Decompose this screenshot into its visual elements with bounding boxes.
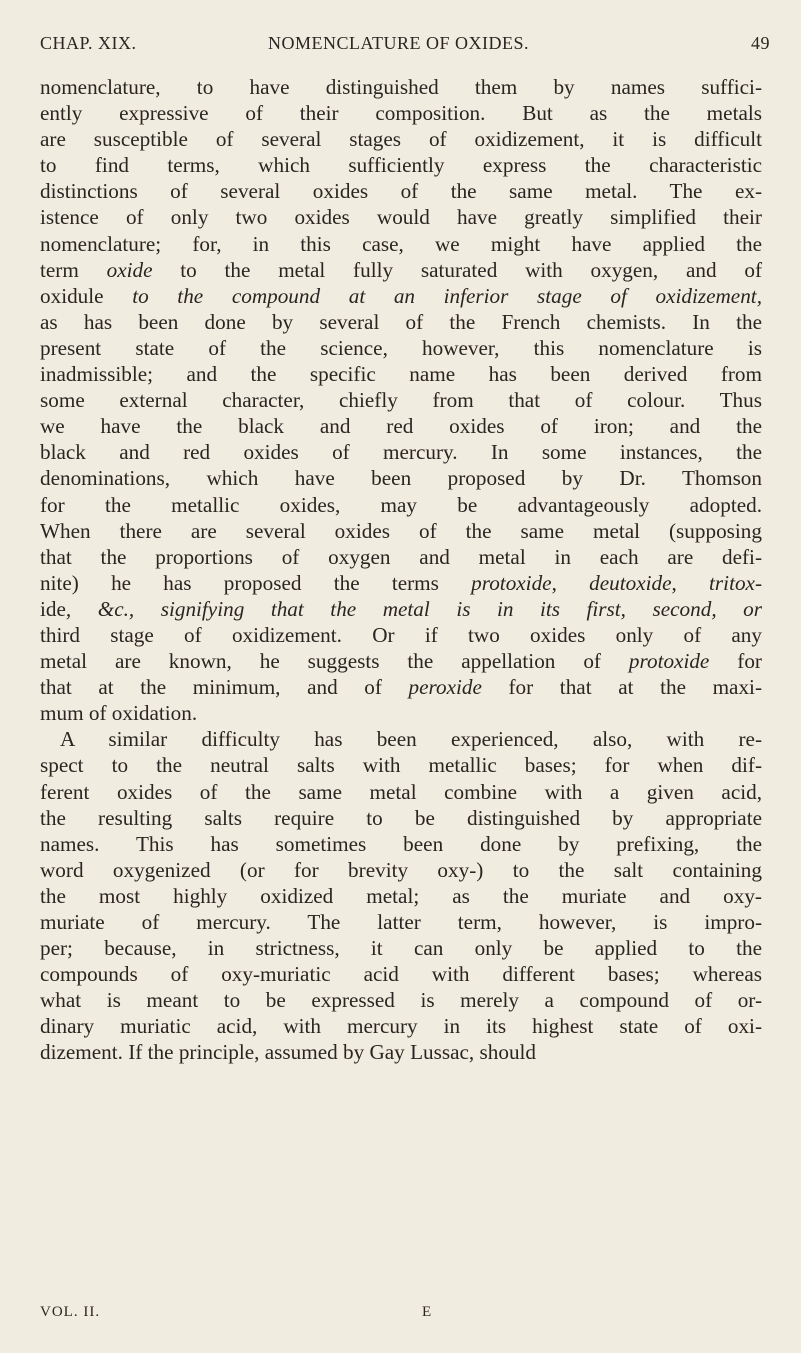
text-line: [40, 648, 762, 674]
text-line: [40, 387, 762, 413]
text-run: ,: [671, 570, 710, 595]
text-line: [40, 570, 762, 596]
text-line: [40, 857, 762, 883]
text-run: oxidule: [40, 283, 104, 308]
running-title: NOMENCLATURE OF OXIDES.: [268, 33, 530, 53]
text-run: for that at the maxi-: [481, 675, 763, 700]
volume-label: VOL. II.: [40, 1304, 101, 1320]
italic-term: peroxide: [408, 675, 482, 700]
text-run: dinary muriatic acid, with mercury in its highest state of oxi-: [40, 1014, 762, 1039]
text-line: [40, 805, 762, 831]
text-run: the resulting salts require to be distinguished by appropriate: [40, 805, 762, 830]
text-line: [40, 231, 762, 257]
text-line: [40, 909, 762, 935]
text-line: [40, 361, 762, 387]
text-line: [40, 204, 762, 230]
text-run: ferent oxides of the same metal combine with a given acid,: [40, 779, 762, 804]
text-run: nomenclature, to have distinguished them by names suffici-: [40, 75, 762, 99]
text-line: [40, 1039, 762, 1065]
text-run: muriate of mercury. The latter term, however, is impro-: [40, 910, 762, 934]
text-line: [40, 74, 762, 100]
text-line: [40, 492, 762, 518]
text-line: [40, 335, 762, 361]
text-run: A similar difficulty has been experienced, also, with re-: [60, 727, 762, 752]
paragraph-oxide-nomenclature: [40, 74, 762, 726]
text-run: third stage of oxidizement. Or if two oxides only of any: [40, 622, 762, 647]
italic-term: protoxide: [628, 649, 710, 674]
text-run: that at the minimum, and of: [40, 675, 409, 700]
text-run: to find terms, which sufficiently express the characteristic: [40, 153, 762, 178]
text-line: [40, 518, 762, 544]
text-line: [40, 309, 762, 335]
text-run: the most highly oxidized metal; as the muriate and oxy-: [40, 883, 762, 908]
text-line: [40, 596, 762, 622]
text-run: names. This has sometimes been done by prefixing, the: [40, 831, 762, 856]
text-run: dizement. If the principle, assumed by Gay Lussac, should: [40, 1040, 537, 1065]
text-line: [40, 257, 762, 283]
text-run: nite) he has proposed the terms: [40, 570, 472, 595]
italic-term: to the compound at an inferior stage of oxidizement,: [103, 283, 762, 308]
page-number: 49: [751, 33, 770, 53]
text-run: compounds of oxy-muriatic acid with different bases; whereas: [40, 962, 762, 987]
text-run: ently expressive of their composition. But as the metals: [40, 101, 762, 126]
text-run: for: [709, 649, 762, 674]
text-run: as has been done by several of the French chemists. In the: [40, 309, 762, 334]
text-run: word oxygenized (or for brevity oxy-) to the salt containing: [40, 857, 762, 882]
text-line: [40, 831, 762, 857]
text-run: ,: [551, 570, 590, 595]
text-run: to the metal fully saturated with oxygen, and of: [152, 257, 762, 282]
text-line: [40, 961, 762, 987]
text-line: [40, 726, 762, 752]
text-line: [40, 439, 762, 465]
italic-term: deutoxide: [589, 570, 672, 595]
italic-term: oxide: [106, 257, 153, 282]
italic-term: , &c., signifying that the metal is in its first, second, or: [65, 596, 762, 621]
text-line: [40, 126, 762, 152]
text-run: term: [40, 257, 107, 282]
text-run: ide: [40, 596, 66, 621]
text-line: [40, 544, 762, 570]
running-header: [40, 33, 770, 63]
text-run: present state of the science, however, this nomenclature is: [40, 335, 762, 360]
page-footer: [40, 1304, 762, 1328]
text-line: [40, 779, 762, 805]
text-run: When there are several oxides of the same metal (supposing: [40, 518, 762, 543]
text-run: mum of oxidation.: [40, 701, 198, 726]
text-line: [40, 674, 762, 700]
text-run: what is meant to be expressed is merely a compound of or-: [40, 988, 762, 1013]
text-run: we have the black and red oxides of iron; and the: [40, 414, 762, 439]
text-run: denominations, which have been proposed by Dr. Thomson: [40, 466, 762, 491]
text-line: [40, 700, 762, 726]
text-run: inadmissible; and the specific name has been derived from: [40, 362, 762, 387]
italic-term: protoxide: [471, 570, 552, 595]
signature-mark: E: [422, 1304, 433, 1320]
text-line: [40, 622, 762, 648]
chapter-label: CHAP. XIX.: [40, 33, 137, 53]
text-line: [40, 283, 762, 309]
text-run: spect to the neutral salts with metallic bases; for when dif-: [40, 753, 762, 778]
text-run: some external character, chiefly from that of colour. Thus: [40, 388, 762, 413]
text-run: black and red oxides of mercury. In some instances, the: [40, 440, 762, 465]
text-line: [40, 987, 762, 1013]
text-line: [40, 100, 762, 126]
text-run: distinctions of several oxides of the same metal. The ex-: [40, 179, 762, 204]
text-line: [40, 935, 762, 961]
text-run: are susceptible of several stages of oxidizement, it is difficult: [40, 127, 762, 152]
text-run: per; because, in strictness, it can only be applied to the: [40, 936, 762, 961]
paragraph-salt-nomenclature: [40, 726, 762, 1065]
italic-term: tritox-: [709, 570, 763, 595]
text-line: [40, 178, 762, 204]
text-line: [40, 1013, 762, 1039]
text-run: that the proportions of oxygen and metal in each are defi-: [40, 544, 762, 569]
text-run: istence of only two oxides would have greatly simplified their: [40, 205, 762, 230]
text-run: for the metallic oxides, may be advantageously adopted.: [40, 492, 762, 517]
text-run: metal are known, he suggests the appellation of: [40, 649, 629, 674]
text-line: [40, 883, 762, 909]
text-line: [40, 752, 762, 778]
body-text: [40, 74, 762, 1066]
text-line: [40, 465, 762, 491]
text-line: [40, 413, 762, 439]
text-line: [40, 152, 762, 178]
text-run: nomenclature; for, in this case, we might have applied the: [40, 231, 762, 256]
